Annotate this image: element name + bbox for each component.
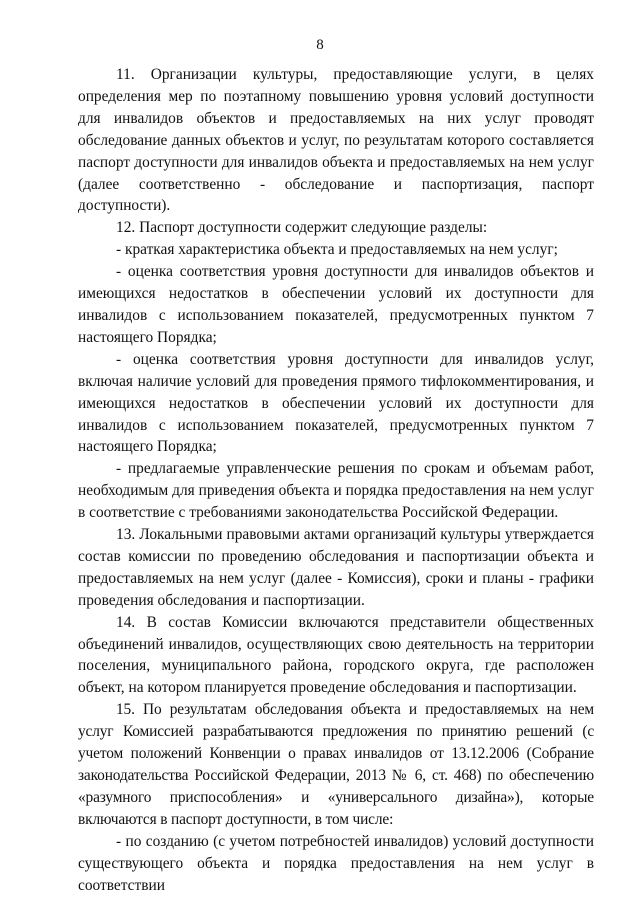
list-item-object-accessibility-assessment: - оценка соответствия уровня доступности для инвалидов объектов и имеющихся недостатков в обеспечении условий их доступности для инвалидов с использованием показателей, предусмотренных пунктом 7 настоящего Порядка; <box>78 263 594 346</box>
list-item-management-decisions: - предлагаемые управленческие решения по срокам и объемам работ, необходимым для приведения объекта и порядка предоставления на нем услуг в соответствие с требованиями законодательства Российской Федерации. <box>78 460 594 522</box>
paragraph-13: 13. Локальными правовыми актами организаций культуры утверждается состав комиссии по проведению обследования и паспортизации объекта и предоставляемых на нем услуг (далее - Комиссия), сроки и планы - графики проведения обследования и паспортизации. <box>78 526 594 609</box>
paragraph-11: 11. Организации культуры, предоставляющие услуги, в целях определения мер по поэтапному повышению уровня условий доступности для инвалидов объектов и предоставляемых на них услуг проводят обследование данных объектов и услуг, по результатам которого составляется паспорт доступности для инвалидов объекта и предоставляемых на нем услуг (далее соответственно - обследование и паспортизация, паспорт доступности). <box>78 66 594 215</box>
paragraph-14: 14. В состав Комиссии включаются представители общественных объединений инвалидов, осуществляющих свою деятельность на территории поселения, муниципального района, городского округа, где расположен объект, на котором планируется проведение обследования и паспортизации. <box>78 613 594 697</box>
list-item-object-characteristics: - краткая характеристика объекта и предоставляемых на нем услуг; <box>116 241 558 259</box>
page-number: 8 <box>316 37 324 53</box>
list-item-services-accessibility-assessment: - оценка соответствия уровня доступности для инвалидов услуг, включая наличие условий для проведения прямого тифлокомментирования, и имеющихся недостатков в обеспечении условий их доступности для инвалидов с использованием показателей, предусмотренных пунктом 7 настоящего Порядка; <box>78 350 594 456</box>
list-item-accessibility-conditions: - по созданию (с учетом потребностей инвалидов) условий доступности существующего объекта и порядка предоставления на нем услуг в соответствии <box>78 832 594 894</box>
paragraph-12: 12. Паспорт доступности содержит следующие разделы: <box>116 219 488 237</box>
paragraph-15: 15. По результатам обследования объекта и предоставляемых на нем услуг Комиссией разрабатываются предложения по принятию решений (с учетом положений Конвенции о правах инвалидов от 13.12.2006 (Собрание законодательства Российской Федерации, 2013 № 6, ст. 468) по обеспечению «разумного приспособления» и «универсального дизайна»), которые включаются в паспорт доступности, в том числе: <box>78 701 594 828</box>
document-body <box>78 64 594 896</box>
